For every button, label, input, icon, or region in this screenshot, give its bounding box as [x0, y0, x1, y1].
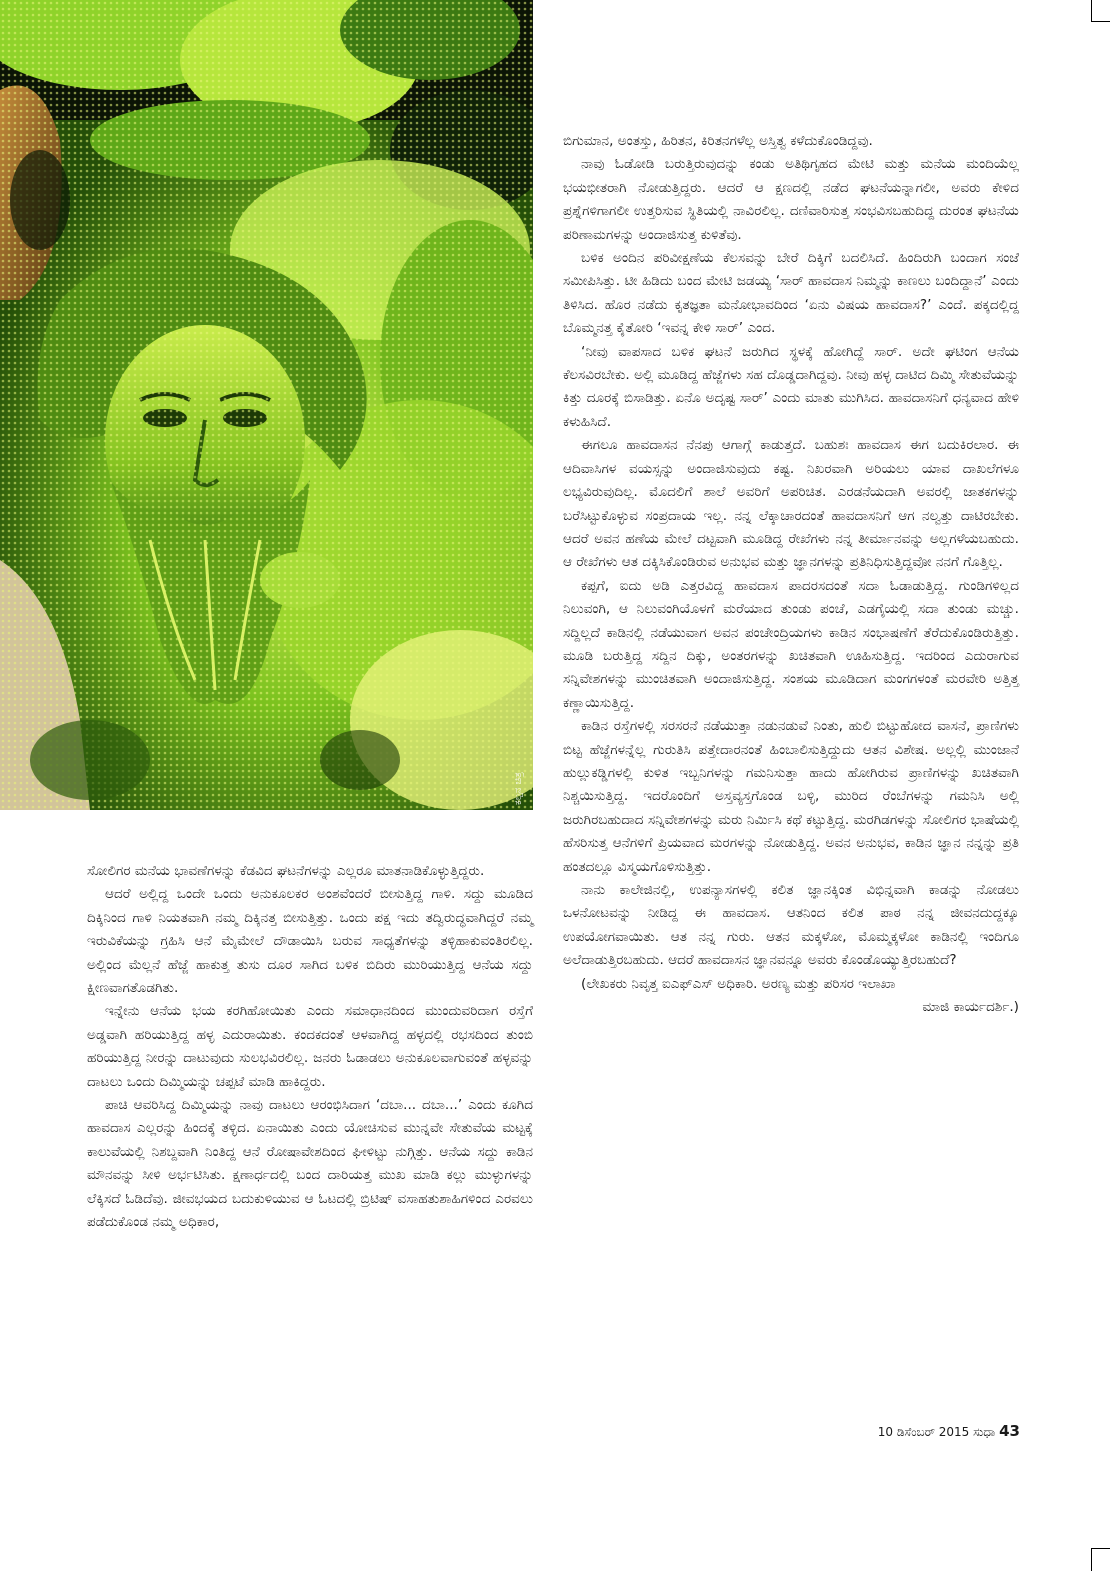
article-column-left: [87, 860, 533, 1235]
paragraph: ಇನ್ನೇನು ಆನೆಯ ಭಯ ಕರಗಿಹೋಯಿತು ಎಂದು ಸಮಾಧಾನದಿಂದ ಮುಂದುವರಿದಾಗ ರಸ್ತೆಗೆ ಅಡ್ಡವಾಗಿ ಹರಿಯುತ್ತಿದ್ದ ಹಳ್ಳ ಎದುರಾಯಿತು. ಕಂದಕದಂತೆ ಆಳವಾಗಿದ್ದ ಹಳ್ಳದಲ್ಲಿ ರಭಸದಿಂದ ತುಂಬಿ ಹರಿಯುತ್ತಿದ್ದ ನೀರನ್ನು ದಾಟುವುದು ಸುಲಭವಿರಲಿಲ್ಲ. ಜನರು ಓಡಾಡಲು ಅನುಕೂಲವಾಗುವಂತೆ ಹಳ್ಳವನ್ನು ದಾಟಲು ಒಂದು ದಿಮ್ಮಿಯನ್ನು ಚಪ್ಪಟೆ ಮಾಡಿ ಹಾಕಿದ್ದರು.: [87, 1003, 533, 1090]
crop-mark-top-right-h: [1091, 21, 1110, 22]
article-column-right: [563, 130, 1019, 1019]
crop-mark-bottom-right-v: [1091, 1548, 1092, 1571]
paragraph: ಕಪ್ಪಗೆ, ಐದು ಅಡಿ ಎತ್ತರವಿದ್ದ ಹಾವದಾಸ ಪಾದರಸದಂತೆ ಸದಾ ಓಡಾಡುತ್ತಿದ್ದ. ಗುಂಡಿಗಳಿಲ್ಲದ ನಿಲುವಂಗಿ, ಆ ನಿಲುವಂಗಿಯೊಳಗೆ ಮರೆಯಾದ ತುಂಡು ಪಂಚೆ, ಎಡಗೈಯಲ್ಲಿ ಸದಾ ತುಂಡು ಮಚ್ಚು. ಸದ್ದಿಲ್ಲದೆ ಕಾಡಿನಲ್ಲಿ ನಡೆಯುವಾಗ ಅವನ ಪಂಚೇಂದ್ರಿಯಗಳು ಕಾಡಿನ ಸಂಭಾಷಣೆಗೆ ತೆರೆದುಕೊಂಡಿರುತ್ತಿತ್ತು. ಮೂಡಿ ಬರುತ್ತಿದ್ದ ಸದ್ದಿನ ದಿಕ್ಕು, ಅಂತರಗಳನ್ನು ಖಚಿತವಾಗಿ ಊಹಿಸುತ್ತಿದ್ದ. ಇದರಿಂದ ಎದುರಾಗುವ ಸನ್ನಿವೇಶಗಳನ್ನು ಮುಂಚಿತವಾಗಿ ಅಂದಾಜಿಸುತ್ತಿದ್ದ. ಸಂಶಯ ಮೂಡಿದಾಗ ಮಂಗಗಳಂತೆ ಮರವೇರಿ ಅತ್ತಿತ್ತ ಕಣ್ಣಾಯಿಸುತ್ತಿದ್ದ.: [563, 577, 1019, 711]
author-note: [563, 973, 1019, 1020]
paragraph: ‘ನೀವು ವಾಪಸಾದ ಬಳಿಕ ಘಟನೆ ಜರುಗಿದ ಸ್ಥಳಕ್ಕೆ ಹೋಗಿದ್ದೆ ಸಾರ್. ಅದೇ ಘಟಿಂಗ ಆನೆಯ ಕೆಲಸವಿರಬೇಕು. ಅಲ್ಲಿ ಮೂಡಿದ್ದ ಹೆಜ್ಜೆಗಳು ಸಹ ದೊಡ್ಡದಾಗಿದ್ದವು. ನೀವು ಹಳ್ಳ ದಾಟಿದ ದಿಮ್ಮಿ ಸೇತುವೆಯನ್ನು ಕಿತ್ತು ದೂರಕ್ಕೆ ಬಿಸಾಡಿತ್ತು. ಏನೊ ಅದೃಷ್ಟ ಸಾರ್’ ಎಂದು ಮಾತು ಮುಗಿಸಿದ. ಹಾವದಾಸನಿಗೆ ಧನ್ಯವಾದ ಹೇಳಿ ಕಳುಹಿಸಿದೆ.: [563, 343, 1019, 430]
author-note-line-1: (ಲೇಖಕರು ನಿವೃತ್ತ ಐಎಫ್‌ಎಸ್ ಅಧಿಕಾರಿ. ಅರಣ್ಯ ಮತ್ತು ಪರಿಸರ ಇಲಾಖಾ: [581, 975, 896, 992]
issue-date: 10 ಡಿಸೆಂಬರ್ 2015: [877, 1425, 970, 1439]
crop-mark-top-right-v: [1091, 0, 1092, 22]
magazine-name: ಸುಧಾ: [973, 1425, 996, 1439]
paragraph: ಕಾಡಿನ ರಸ್ತೆಗಳಲ್ಲಿ ಸರಸರನೆ ನಡೆಯುತ್ತಾ ನಡುನಡುವೆ ನಿಂತು, ಹುಲಿ ಬಿಟ್ಟುಹೋದ ವಾಸನೆ, ಪ್ರಾಣಿಗಳು ಬಿಟ್ಟ ಹೆಜ್ಜೆಗಳನ್ನೆಲ್ಲ ಗುರುತಿಸಿ ಪತ್ತೇದಾರನಂತೆ ಹಿಂಬಾಲಿಸುತ್ತಿದ್ದುದು ಆತನ ವಿಶೇಷ. ಅಲ್ಲಲ್ಲಿ ಮುಂಜಾನೆ ಹುಲ್ಲುಕಡ್ಡಿಗಳಲ್ಲಿ ಕುಳಿತ ಇಬ್ಬನಿಗಳನ್ನು ಗಮನಿಸುತ್ತಾ ಹಾದು ಹೋಗಿರುವ ಪ್ರಾಣಿಗಳನ್ನು ಖಚಿತವಾಗಿ ನಿಶ್ಚಯಿಸುತ್ತಿದ್ದ. ಇದರೊಂದಿಗೆ ಅಸ್ತವ್ಯಸ್ತಗೊಂಡ ಬಳ್ಳಿ, ಮುರಿದ ರೆಂಬೆಗಳನ್ನು ಗಮನಿಸಿ ಅಲ್ಲಿ ಜರುಗಿರಬಹುದಾದ ಸನ್ನಿವೇಶಗಳನ್ನು ಮರು ನಿರ್ಮಿಸಿ ಕಥೆ ಕಟ್ಟುತ್ತಿದ್ದ. ಮರಗಿಡಗಳನ್ನು ಸೋಲಿಗರ ಭಾಷೆಯಲ್ಲಿ ಹೆಸರಿಸುತ್ತ ಆನೆಗಳಿಗೆ ಪ್ರಿಯವಾದ ಮರಗಳನ್ನು ನೋಡುತ್ತಿದ್ದ. ಅವನ ಅನುಭವ, ಕಾಡಿನ ಜ್ಞಾನ ನನ್ನನ್ನು ಪ್ರತಿ ಹಂತದಲ್ಲೂ ವಿಸ್ಮಯಗೊಳಿಸುತ್ತಿತ್ತು.: [563, 718, 1019, 875]
page-number: 43: [999, 1422, 1020, 1440]
paragraph: ನಾನು ಕಾಲೇಜಿನಲ್ಲಿ, ಉಪನ್ಯಾಸಗಳಲ್ಲಿ ಕಲಿತ ಜ್ಞಾನಕ್ಕಿಂತ ವಿಭಿನ್ನವಾಗಿ ಕಾಡನ್ನು ನೋಡಲು ಒಳನೋಟವನ್ನು ನೀಡಿದ್ದ ಈ ಹಾವದಾಸ. ಆತನಿಂದ ಕಲಿತ ಪಾಠ ನನ್ನ ಜೀವನದುದ್ದಕ್ಕೂ ಉಪಯೋಗವಾಯಿತು. ಆತ ನನ್ನ ಗುರು. ಆತನ ಮಕ್ಕಳೋ, ಮೊಮ್ಮಕ್ಕಳೋ ಕಾಡಿನಲ್ಲಿ ಇಂದಿಗೂ ಅಲೆದಾಡುತ್ತಿರಬಹುದು. ಆದರೆ ಹಾವದಾಸನ ಜ್ಞಾನವನ್ನೂ ಅವರು ಕೊಂಡೊಯ್ಯುತ್ತಿರಬಹುದೆ?: [563, 882, 1019, 969]
crop-mark-bottom-right-h: [1091, 1548, 1110, 1549]
paragraph: ಪಾಚಿ ಆವರಿಸಿದ್ದ ದಿಮ್ಮಿಯನ್ನು ನಾವು ದಾಟಲು ಆರಂಭಿಸಿದಾಗ ‘ದಬಾ... ದಬಾ...’ ಎಂದು ಕೂಗಿದ ಹಾವದಾಸ ಎಲ್ಲರನ್ನು ಹಿಂದಕ್ಕೆ ತಳ್ಳಿದ. ಏನಾಯಿತು ಎಂದು ಯೋಚಿಸುವ ಮುನ್ನವೇ ಸೇತುವೆಯ ಮಟ್ಟಕ್ಕೆ ಕಾಲುವೆಯಲ್ಲಿ ನಿಶಬ್ದವಾಗಿ ನಿಂತಿದ್ದ ಆನೆ ರೋಷಾವೇಶದಿಂದ ಘೀಳಿಟ್ಟು ನುಗ್ಗಿತ್ತು. ಆನೆಯ ಸದ್ದು ಕಾಡಿನ ಮೌನವನ್ನು ಸೀಳಿ ಅರ್ಭಟಿಸಿತು. ಕ್ಷಣಾರ್ಧದಲ್ಲಿ ಬಂದ ದಾರಿಯತ್ತ ಮುಖ ಮಾಡಿ ಕಲ್ಲು ಮುಳ್ಳುಗಳನ್ನು ಲೆಕ್ಕಿಸದೆ ಓಡಿದೆವು. ಜೀವಭಯದ ಬದುಕುಳಿಯುವ ಆ ಓಟದಲ್ಲಿ ಬ್ರಿಟಿಷ್ ವಸಾಹತುಶಾಹಿಗಳಿಂದ ಎರವಲು ಪಡೆದುಕೊಂಡ ನಮ್ಮ ಅಧಿಕಾರ,: [87, 1097, 533, 1231]
illustration-portrait: [0, 0, 533, 810]
paragraph: ಈಗಲೂ ಹಾವದಾಸನ ನೆನಪು ಆಗಾಗ್ಗೆ ಕಾಡುತ್ತದೆ. ಬಹುಶಃ ಹಾವದಾಸ ಈಗ ಬದುಕಿರಲಾರ. ಈ ಆದಿವಾಸಿಗಳ ವಯಸ್ಸನ್ನು ಅಂದಾಜಿಸುವುದು ಕಷ್ಟ. ನಿಖರವಾಗಿ ಅರಿಯಲು ಯಾವ ದಾಖಲೆಗಳೂ ಲಭ್ಯವಿರುವುದಿಲ್ಲ. ಮೊದಲಿಗೆ ಶಾಲೆ ಅವರಿಗೆ ಅಪರಿಚಿತ. ಎರಡನೆಯದಾಗಿ ಅವರಲ್ಲಿ ಜಾತಕಗಳನ್ನು ಬರೆಸಿಟ್ಟುಕೊಳ್ಳುವ ಸಂಪ್ರದಾಯ ಇಲ್ಲ. ನನ್ನ ಲೆಕ್ಕಾಚಾರದಂತೆ ಹಾವದಾಸನಿಗೆ ಆಗ ನಲ್ವತ್ತು ದಾಟಿರಬೇಕು. ಆದರೆ ಅವನ ಹಣೆಯ ಮೇಲೆ ದಟ್ಟವಾಗಿ ಮೂಡಿದ್ದ ರೇಖೆಗಳು ನನ್ನ ತೀರ್ಮಾನವನ್ನು ಅಲ್ಲಗಳೆಯಬಹುದು. ಆ ರೇಖೆಗಳು ಆತ ದಕ್ಕಿಸಿಕೊಂಡಿರುವ ಅನುಭವ ಮತ್ತು ಜ್ಞಾನಗಳನ್ನು ಪ್ರತಿನಿಧಿಸುತ್ತಿದ್ದವೋ ನನಗೆ ಗೊತ್ತಿಲ್ಲ.: [563, 437, 1019, 571]
paragraph: ನಾವು ಓಡೋಡಿ ಬರುತ್ತಿರುವುದನ್ನು ಕಂಡು ಅತಿಥಿಗೃಹದ ಮೇಟಿ ಮತ್ತು ಮನೆಯ ಮಂದಿಯೆಲ್ಲ ಭಯಭೀತರಾಗಿ ನೋಡುತ್ತಿದ್ದರು. ಆದರೆ ಆ ಕ್ಷಣದಲ್ಲಿ ನಡೆದ ಘಟನೆಯನ್ನಾಗಲೀ, ಅವರು ಕೇಳಿದ ಪ್ರಶ್ನೆಗಳಿಗಾಗಲೀ ಉತ್ತರಿಸುವ ಸ್ಥಿತಿಯಲ್ಲಿ ನಾವಿರಲಿಲ್ಲ. ದಣಿವಾರಿಸುತ್ತ ಸಂಭವಿಸಬಹುದಿದ್ದ ದುರಂತ ಘಟನೆಯ ಪರಿಣಾಮಗಳನ್ನು ಅಂದಾಜಿಸುತ್ತ ಕುಳಿತೆವು.: [563, 156, 1019, 243]
paragraph: ಸೋಲಿಗರ ಮನೆಯ ಭಾವಣೆಗಳನ್ನು ಕೆಡವಿದ ಘಟನೆಗಳನ್ನು ಎಲ್ಲರೂ ಮಾತನಾಡಿಕೊಳ್ಳುತ್ತಿದ್ದರು.: [87, 863, 485, 879]
paragraph: ಬಳಿಕ ಅಂದಿನ ಪರಿವೀಕ್ಷಣೆಯ ಕೆಲಸವನ್ನು ಬೇರೆ ದಿಕ್ಕಿಗೆ ಬದಲಿಸಿದೆ. ಹಿಂದಿರುಗಿ ಬಂದಾಗ ಸಂಜೆ ಸಮೀಪಿಸಿತ್ತು. ಟೀ ಹಿಡಿದು ಬಂದ ಮೇಟಿ ಜಡಯ್ಯ ‘ಸಾರ್ ಹಾವದಾಸ ನಿಮ್ಮನ್ನು ಕಾಣಲು ಬಂದಿದ್ದಾನೆ’ ಎಂದು ತಿಳಿಸಿದ. ಹೊರ ನಡೆದು ಕೃತಜ್ಞತಾ ಮನೋಭಾವದಿಂದ ‘ಏನು ವಿಷಯ ಹಾವದಾಸ?’ ಎಂದೆ. ಪಕ್ಕದಲ್ಲಿದ್ದ ಬೊಮ್ಮನತ್ತ ಕೈತೋರಿ ‘ಇವನ್ನ ಕೇಳಿ ಸಾರ್’ ಎಂದ.: [563, 250, 1019, 337]
portrait-artwork: [0, 0, 533, 810]
paragraph: ಆದರೆ ಅಲ್ಲಿದ್ದ ಒಂದೇ ಒಂದು ಅನುಕೂಲಕರ ಅಂಶವೆಂದರೆ ಬೀಸುತ್ತಿದ್ದ ಗಾಳಿ. ಸದ್ದು ಮೂಡಿದ ದಿಕ್ಕಿನಿಂದ ಗಾಳಿ ನಿಯತವಾಗಿ ನಮ್ಮ ದಿಕ್ಕಿನತ್ತ ಬೀಸುತ್ತಿತ್ತು. ಒಂದು ಪಕ್ಷ ಇದು ತದ್ವಿರುದ್ಧವಾಗಿದ್ದರೆ ನಮ್ಮ ಇರುವಿಕೆಯನ್ನು ಗ್ರಹಿಸಿ ಆನೆ ಮೈಮೇಲೆ ದೌಡಾಯಿಸಿ ಬರುವ ಸಾಧ್ಯತೆಗಳನ್ನು ತಳ್ಳಿಹಾಕುವಂತಿರಲಿಲ್ಲ. ಅಲ್ಲಿಂದ ಮೆಲ್ಲನೆ ಹೆಜ್ಜೆ ಹಾಕುತ್ತ ತುಸು ದೂರ ಸಾಗಿದ ಬಳಿಕ ಬಿದಿರು ಮುರಿಯುತ್ತಿದ್ದ ಆನೆಯ ಸದ್ದು ಕ್ಷೀಣವಾಗತೊಡಗಿತು.: [87, 886, 533, 997]
illustration-credit: ಕಲ್ಪನ ಚಿತ್ರ: [513, 772, 524, 805]
page-footer: [820, 1422, 1020, 1440]
author-note-line-2: ಮಾಜಿ ಕಾರ್ಯದರ್ಶಿ.): [922, 999, 1019, 1016]
paragraph: ಬಿಗುಮಾನ, ಅಂತಸ್ತು, ಹಿರಿತನ, ಕಿರಿತನಗಳೆಲ್ಲ ಅಸ್ತಿತ್ವ ಕಳೆದುಕೊಂಡಿದ್ದವು.: [563, 133, 873, 149]
